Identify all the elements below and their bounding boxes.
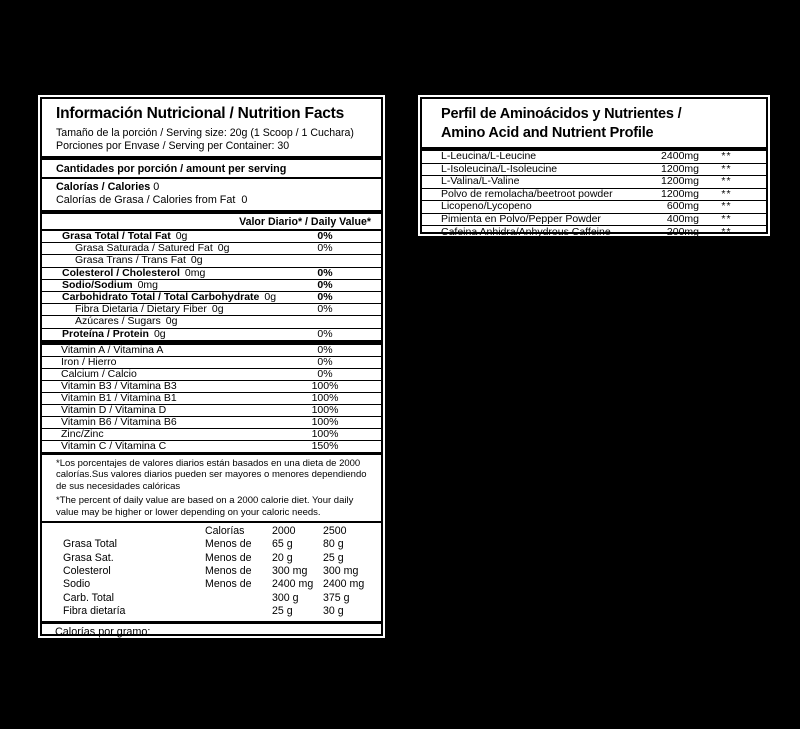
- reference-row-fiber: [63, 605, 371, 618]
- nutrient-amount: 0mg: [137, 278, 159, 291]
- calories-from-fat-label: Calorías de Grasa / Calories from Fat: [56, 194, 236, 206]
- nutrient-dv: 0%: [317, 230, 333, 243]
- vitamin-label: Vitamin B6 / Vitamina B6: [61, 415, 177, 428]
- servings-per-container: Porciones por Envase / Serving per Container: 30: [56, 140, 290, 152]
- nutrient-label: Fibra Dietaria / Dietary Fiber: [75, 303, 207, 316]
- vitamin-label: Zinc/Zinc: [61, 427, 104, 440]
- amino-amount: 1200mg: [661, 175, 699, 188]
- nutrient-label: Colesterol / Cholesterol: [62, 266, 180, 279]
- daily-value-header: Valor Diario* / Daily Value*: [42, 214, 381, 231]
- ref-qualifier: Menos de: [205, 564, 252, 577]
- amino-title-line2: Amino Acid and Nutrient Profile: [441, 125, 654, 141]
- nutrient-amount: 0g: [217, 242, 230, 255]
- amino-note: **: [721, 175, 732, 188]
- vitamin-label: Calcium / Calcio: [61, 367, 137, 380]
- nutrient-amount: 0g: [264, 291, 277, 304]
- nutrient-amount: 0g: [153, 327, 166, 340]
- calories-per-gram-title: Calorías por gramo:: [55, 625, 151, 638]
- amino-amount: 600mg: [666, 200, 699, 213]
- vitamin-label: Vitamin C / Vitamina C: [61, 439, 167, 452]
- vitamin-row-calcium: [42, 369, 381, 381]
- calories-value: 0: [153, 181, 160, 193]
- ref-qualifier: Menos de: [205, 578, 252, 591]
- nutrient-dv: 0%: [317, 242, 333, 255]
- amino-name: L-Isoleucina/L-Isoleucine: [441, 162, 558, 175]
- calories-line: [56, 181, 367, 194]
- vitamin-dv: 0%: [317, 367, 333, 380]
- amino-name: L-Valina/L-Valine: [441, 175, 520, 188]
- ref-v2500: 25 g: [323, 551, 344, 564]
- vitamin-row-zinc: [42, 429, 381, 441]
- ref-header-2500: 2500: [323, 524, 347, 537]
- amino-amount: 2400mg: [661, 150, 699, 163]
- calories-label: Calorías / Calories: [56, 181, 151, 193]
- ref-v2000: 25 g: [272, 605, 293, 618]
- amino-note: **: [721, 187, 732, 200]
- amino-name: Pimienta en Polvo/Pepper Powder: [441, 212, 601, 225]
- vitamin-label: Vitamin A / Vitamina A: [61, 343, 164, 356]
- ref-label: Grasa Sat.: [63, 551, 114, 564]
- nutrition-facts-panel: [38, 95, 385, 651]
- amino-note: **: [721, 200, 732, 213]
- vitamin-row-a: [42, 345, 381, 357]
- ref-v2500: 375 g: [323, 591, 350, 604]
- footnotes: [42, 455, 381, 522]
- nutrient-amount: 0g: [190, 254, 203, 267]
- nutrition-title: Información Nutricional / Nutrition Facts: [56, 105, 345, 122]
- vitamin-label: Vitamin D / Vitamina D: [61, 403, 167, 416]
- nutrient-dv: 0%: [317, 266, 333, 279]
- vitamin-dv: 100%: [311, 415, 339, 428]
- nutrient-label: Grasa Trans / Trans Fat: [75, 254, 186, 267]
- reference-row-sodium: [63, 578, 371, 591]
- ref-qualifier: [205, 592, 272, 605]
- vitamin-dv: 100%: [311, 403, 339, 416]
- reference-row-cholesterol: [63, 565, 371, 578]
- vitamin-dv: 100%: [311, 427, 339, 440]
- vitamin-row-iron: [42, 357, 381, 369]
- nutrient-row-protein: [42, 329, 381, 341]
- vitamin-row-d: [42, 405, 381, 417]
- nutrient-label: Proteína / Protein: [62, 327, 149, 340]
- vitamin-label: Iron / Hierro: [61, 355, 117, 368]
- vitamin-dv: 0%: [317, 343, 333, 356]
- amino-profile-border: [420, 97, 768, 238]
- amino-row-isoleucine: [422, 164, 766, 177]
- nutrient-dv: 0%: [317, 291, 333, 304]
- ref-label: Fibra dietaría: [63, 605, 126, 618]
- calories-per-gram-values: [55, 638, 371, 651]
- ref-v2000: 300 mg: [272, 564, 308, 577]
- reference-table: [42, 523, 381, 621]
- cpg-protein-label: Proteína: [300, 638, 341, 651]
- amount-per-serving-header: Cantidades por porción / amount per serving: [56, 163, 287, 175]
- amino-row-pepper: [422, 214, 766, 227]
- ref-label: Carb. Total: [63, 591, 115, 604]
- amino-note: **: [721, 162, 732, 175]
- vitamin-label: Vitamin B1 / Vitamina B1: [61, 391, 177, 404]
- cpg-carb-value: 4: [233, 638, 240, 651]
- reference-row-sat-fat: [63, 552, 371, 565]
- nutrient-label: Grasa Saturada / Satured Fat: [75, 242, 213, 255]
- nutrient-label: Grasa Total / Total Fat: [62, 230, 171, 243]
- nutrition-header: [42, 99, 381, 156]
- ref-v2500: 300 mg: [323, 564, 359, 577]
- vitamin-row-b3: [42, 381, 381, 393]
- amino-profile-title: [422, 99, 766, 147]
- calories-from-fat-line: [56, 194, 367, 207]
- cpg-protein-value: 4: [355, 638, 362, 651]
- ref-label: Grasa Total: [63, 538, 117, 551]
- calories-from-fat-value: 0: [241, 194, 248, 206]
- vitamin-dv: 0%: [317, 355, 333, 368]
- reference-row-carb-total: [63, 592, 371, 605]
- ref-v2000: 20 g: [272, 551, 293, 564]
- nutrient-amount: 0mg: [184, 266, 206, 279]
- amino-note: **: [721, 150, 732, 163]
- amino-amount: 1200mg: [661, 187, 699, 200]
- amino-note: **: [721, 212, 732, 225]
- nutrient-amount: 0g: [175, 230, 188, 243]
- ref-header-2000: 2000: [272, 524, 296, 537]
- amino-row-lycopene: [422, 201, 766, 214]
- ref-v2000: 300 g: [272, 591, 299, 604]
- vitamin-row-c: [42, 441, 381, 453]
- vitamin-dv: 100%: [311, 379, 339, 392]
- amino-name: L-Leucina/L-Leucine: [441, 150, 537, 163]
- amino-name: Polvo de remolacha/beetroot powder: [441, 187, 613, 200]
- cpg-fat-value: 9: [93, 638, 100, 651]
- vitamin-row-b6: [42, 417, 381, 429]
- amino-title-line1: Perfil de Aminoácidos y Nutrientes /: [441, 106, 682, 122]
- amino-profile-panel: [418, 95, 770, 236]
- amino-amount: 200mg: [666, 225, 699, 238]
- nutrient-label: Azúcares / Sugars: [75, 315, 161, 328]
- calories-per-gram: [42, 624, 381, 651]
- calories-block: [42, 179, 381, 210]
- amino-amount: 400mg: [666, 212, 699, 225]
- amino-row-valine: [422, 176, 766, 189]
- nutrition-facts-border: [40, 97, 383, 651]
- ref-qualifier: [205, 605, 272, 618]
- ref-v2500: 2400 mg: [323, 578, 365, 591]
- reference-row-total-fat: [63, 538, 371, 551]
- footnote-english: *The percent of daily value are based on a 2000 calorie diet. Your daily value may be higher or lower depending on your caloric needs.: [56, 495, 354, 518]
- nutrient-label: Carbohidrato Total / Total Carbohydrate: [62, 291, 260, 304]
- amino-note: **: [721, 225, 732, 238]
- vitamin-dv: 100%: [311, 391, 339, 404]
- amino-row-beetroot: [422, 189, 766, 202]
- nutrient-dv: 0%: [317, 327, 333, 340]
- ref-label: Colesterol: [63, 564, 111, 577]
- amino-row-leucine: [422, 151, 766, 164]
- ref-qualifier: Menos de: [205, 538, 252, 551]
- reference-table-header: [63, 525, 371, 538]
- vitamin-dv: 150%: [311, 439, 339, 452]
- nutrient-dv: 0%: [317, 278, 333, 291]
- cpg-fat-label: Grasa: [55, 638, 85, 651]
- ref-v2500: 30 g: [323, 605, 344, 618]
- amino-amount: 1200mg: [661, 162, 699, 175]
- nutrient-amount: 0g: [165, 315, 178, 328]
- ref-qualifier: Menos de: [205, 551, 252, 564]
- vitamin-label: Vitamin B3 / Vitamina B3: [61, 379, 177, 392]
- vitamin-row-b1: [42, 393, 381, 405]
- cpg-carb-label: Carbohidratos: [158, 638, 226, 651]
- nutrient-label: Sodio/Sodium: [62, 278, 133, 291]
- ref-v2500: 80 g: [323, 538, 344, 551]
- nutrient-amount: 0g: [211, 303, 224, 316]
- amino-row-caffeine: [422, 226, 766, 239]
- ref-label: Sodio: [63, 578, 91, 591]
- ref-v2000: 65 g: [272, 538, 293, 551]
- amino-name: Cafeina Anhidra/Anhydrous Caffeine: [441, 225, 611, 238]
- ref-v2000: 2400 mg: [272, 578, 314, 591]
- serving-size: Tamaño de la porción / Serving size: 20g (1 Scoop / 1 Cuchara): [56, 127, 354, 139]
- ref-header-calories: Calorías: [205, 524, 245, 537]
- nutrient-dv: 0%: [317, 303, 333, 316]
- serving-info: [56, 127, 367, 153]
- footnote-spanish: *Los porcentajes de valores diarios están basados en una dieta de 2000 calorías.Sus valores diarios pueden ser mayores o menores dependiendo de sus necesidades calóricas: [56, 457, 367, 492]
- amino-name: Licopeno/Lycopeno: [441, 200, 532, 213]
